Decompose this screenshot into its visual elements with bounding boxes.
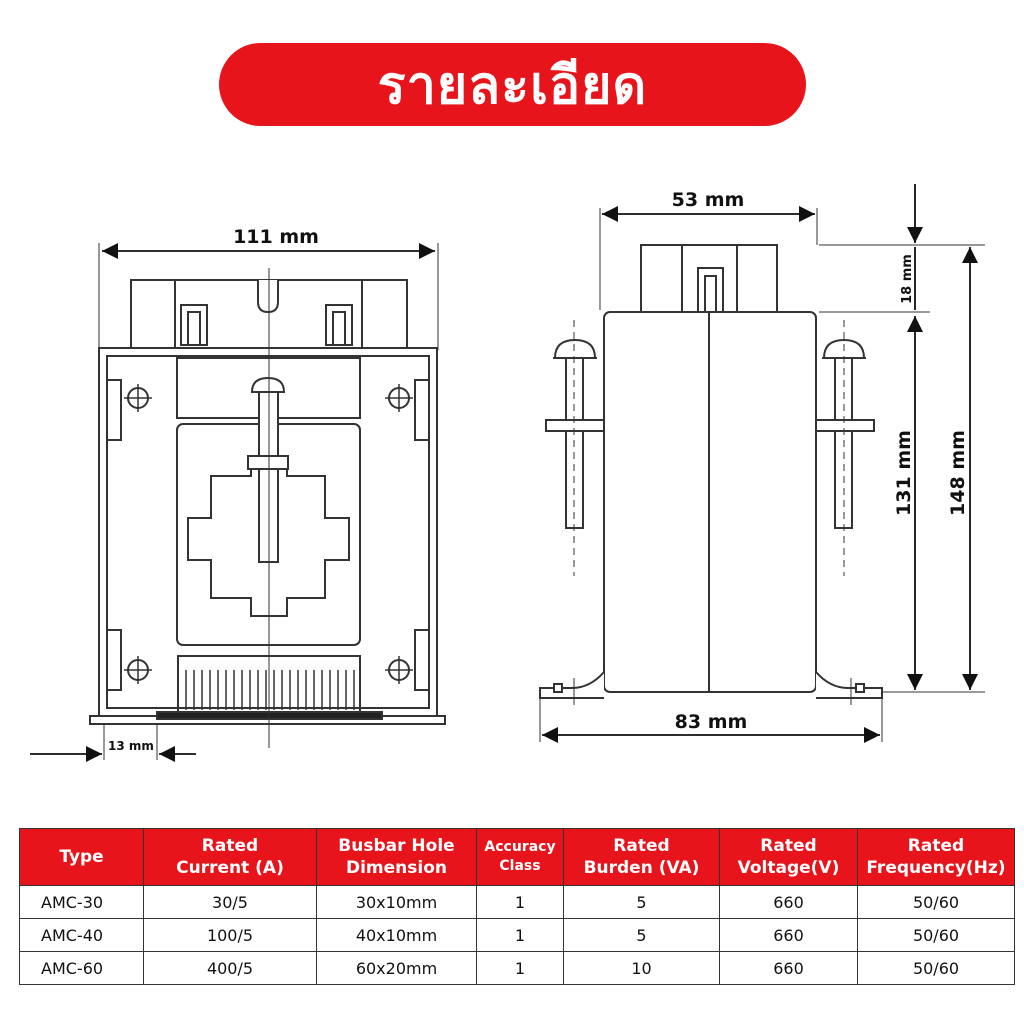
header-rated-frequency: Rated Frequency(Hz) [858, 829, 1015, 886]
cell-rated-frequency: 50/60 [858, 919, 1015, 952]
dim-width-front: 111 mm [233, 226, 319, 248]
dim-top-height: 18 mm [900, 254, 915, 304]
header-busbar-hole: Busbar Hole Dimension [317, 829, 477, 886]
cell-rated-voltage: 660 [720, 886, 858, 919]
cell-type: AMC-40 [20, 919, 144, 952]
dim-foot-width: 13 mm [108, 739, 154, 753]
header-rated-burden: Rated Burden (VA) [564, 829, 720, 886]
cell-rated-frequency: 50/60 [858, 886, 1015, 919]
page-title: รายละเอียด [377, 56, 648, 116]
cell-busbar-hole: 40x10mm [317, 919, 477, 952]
cell-type: AMC-30 [20, 886, 144, 919]
cell-busbar-hole: 30x10mm [317, 886, 477, 919]
spec-table [19, 828, 1015, 985]
side-view [540, 208, 985, 742]
dim-depth-top: 53 mm [671, 189, 745, 211]
side-foot-left [540, 672, 604, 698]
front-view [90, 243, 445, 760]
table-row [20, 886, 1015, 919]
cell-rated-voltage: 660 [720, 919, 858, 952]
cell-rated-frequency: 50/60 [858, 952, 1015, 985]
cell-rated-current: 100/5 [144, 919, 317, 952]
cell-rated-burden: 10 [564, 952, 720, 985]
table-row [20, 952, 1015, 985]
cell-rated-current: 30/5 [144, 886, 317, 919]
cell-busbar-hole: 60x20mm [317, 952, 477, 985]
header-rated-voltage: Rated Voltage(V) [720, 829, 858, 886]
cell-rated-current: 400/5 [144, 952, 317, 985]
dim-total-height: 148 mm [947, 430, 969, 516]
table-row [20, 919, 1015, 952]
cell-type: AMC-60 [20, 952, 144, 985]
cell-rated-burden: 5 [564, 886, 720, 919]
header-accuracy-class: Accuracy Class [477, 829, 564, 886]
header-rated-current: Rated Current (A) [144, 829, 317, 886]
side-foot-right [816, 672, 882, 698]
header-type: Type [20, 829, 144, 886]
cell-accuracy-class: 1 [477, 886, 564, 919]
table-header-row [20, 829, 1015, 886]
dim-base-width: 83 mm [674, 711, 748, 733]
cell-rated-voltage: 660 [720, 952, 858, 985]
dim-body-height: 131 mm [893, 430, 915, 516]
cell-accuracy-class: 1 [477, 919, 564, 952]
cell-rated-burden: 5 [564, 919, 720, 952]
cell-accuracy-class: 1 [477, 952, 564, 985]
